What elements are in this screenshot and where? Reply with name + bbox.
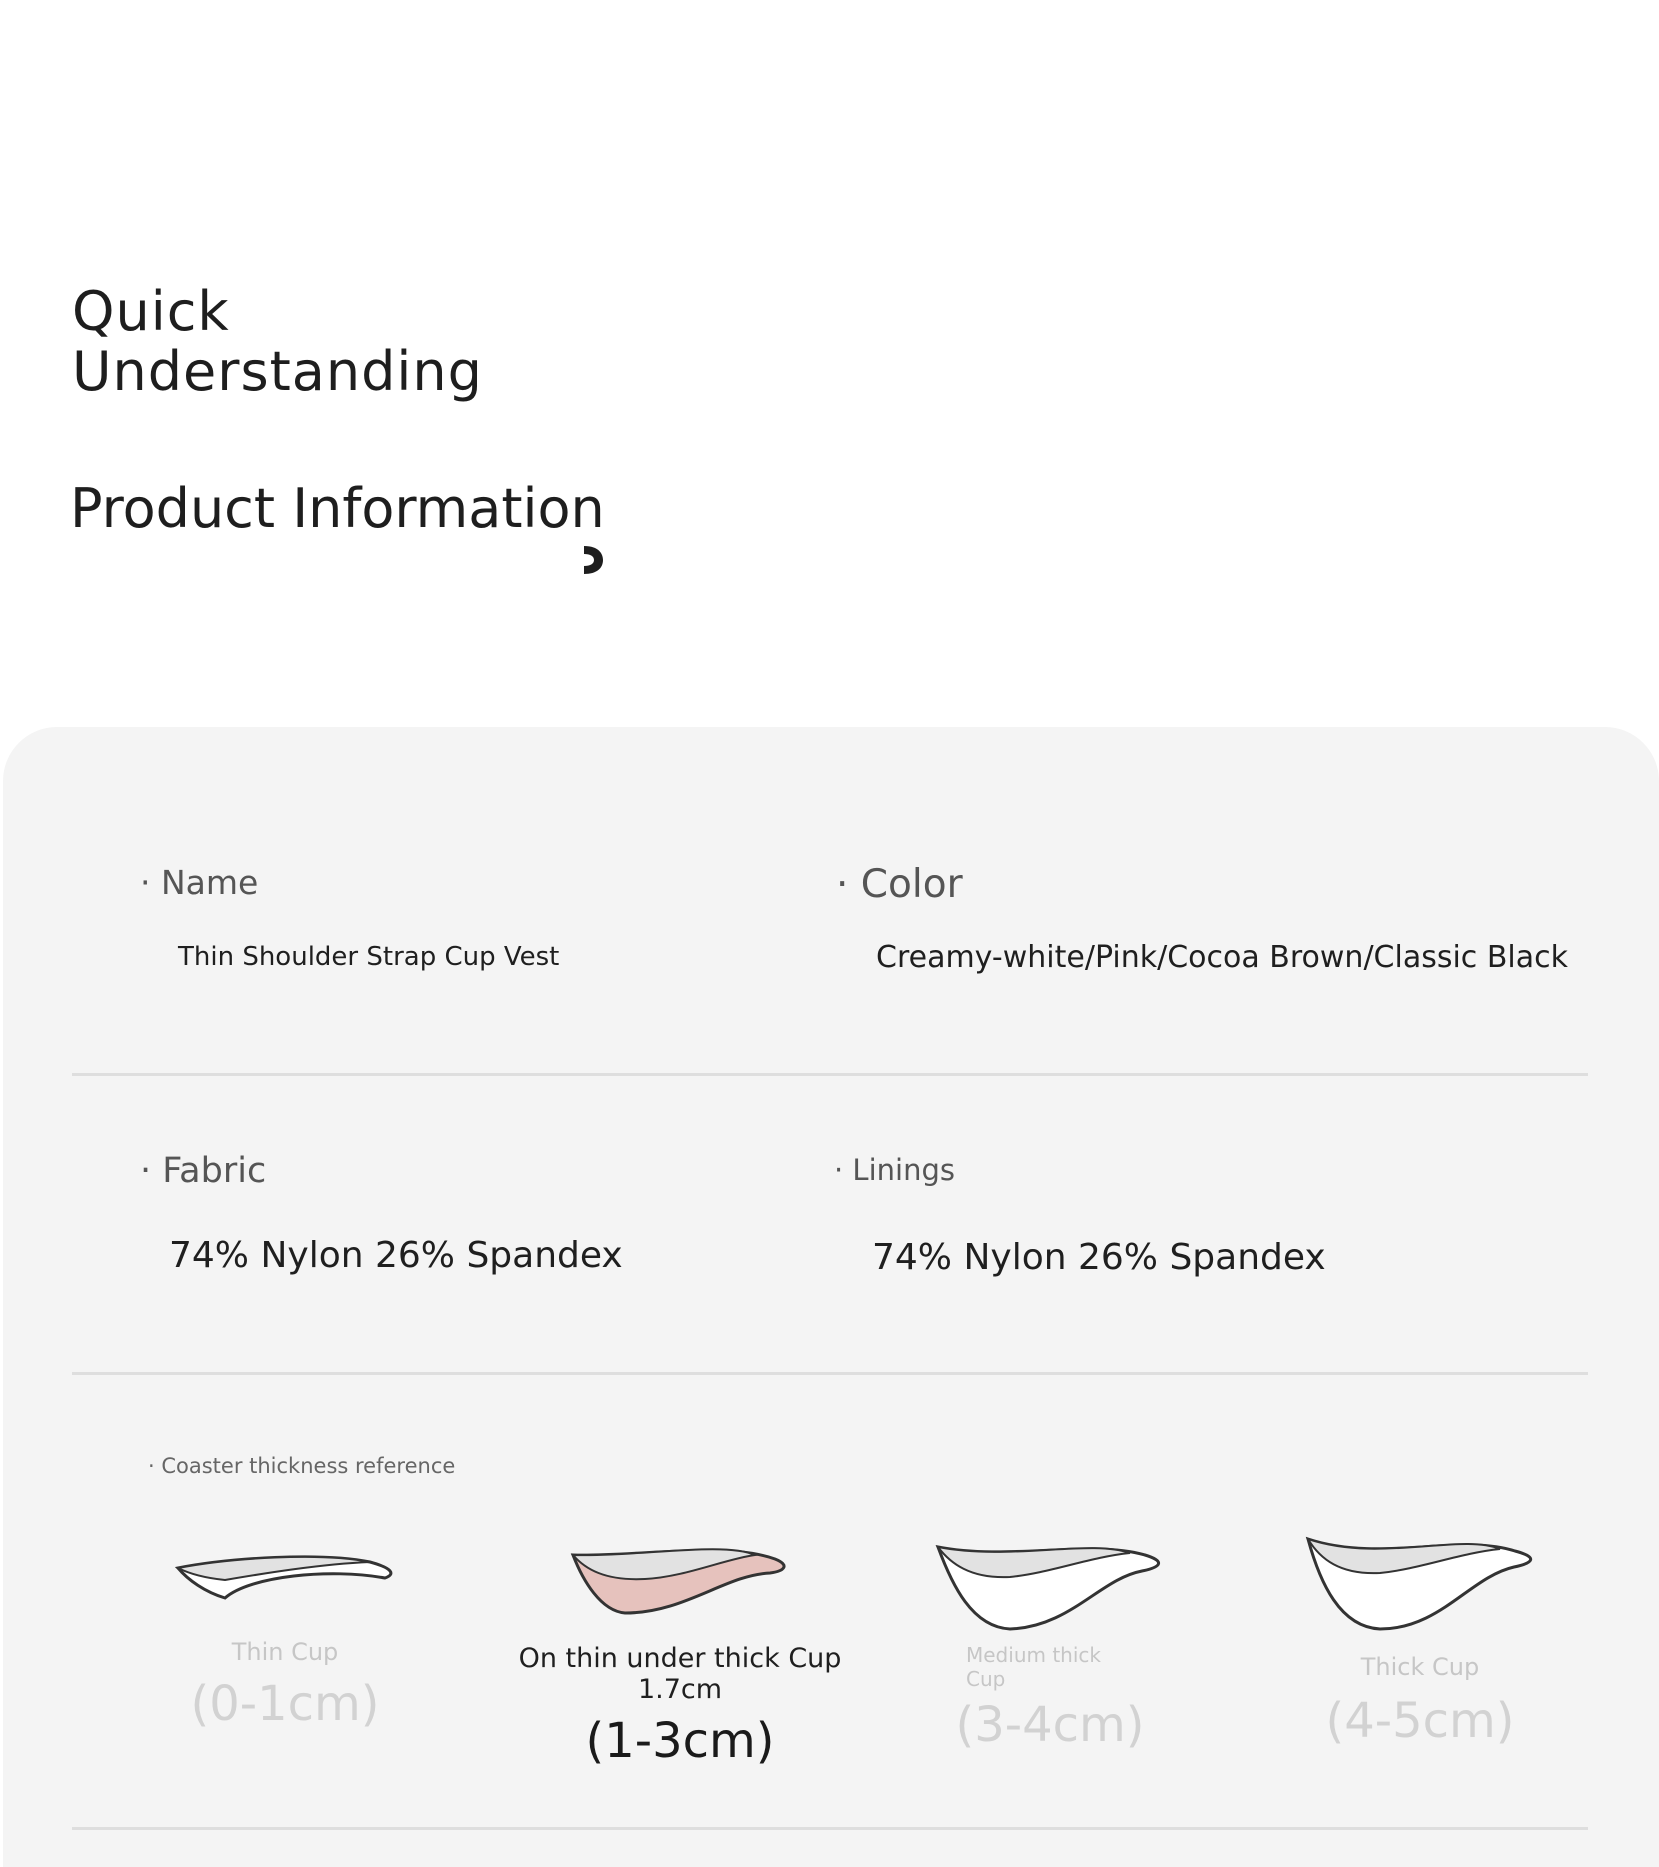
divider-3	[72, 1827, 1588, 1830]
cup-name-thin-under-thick: On thin under thick Cup 1.7cm	[518, 1643, 842, 1705]
name-label: · Name	[140, 863, 259, 902]
name-value: Thin Shoulder Strap Cup Vest	[178, 942, 560, 972]
bracket-mark-icon	[581, 542, 607, 578]
cup-option-thin-under-thick	[480, 1535, 880, 1769]
cup-range-thin-under-thick: (1-3cm)	[585, 1713, 775, 1769]
color-label: · Color	[836, 862, 963, 907]
cup-name-thin: Thin Cup	[231, 1638, 339, 1666]
medium-thick-cup-icon	[930, 1535, 1170, 1635]
divider-1	[72, 1073, 1588, 1076]
fabric-label: · Fabric	[140, 1151, 267, 1191]
cup-option-medium-thick	[930, 1535, 1170, 1753]
cup-range-thin: (0-1cm)	[190, 1676, 380, 1732]
cup-name-medium-thick: Medium thick Cup	[966, 1643, 1101, 1691]
cup-option-thin	[140, 1540, 430, 1732]
cup-option-thick	[1300, 1533, 1540, 1749]
cup-name-thick: Thick Cup	[1360, 1653, 1480, 1681]
color-value: Creamy-white/Pink/Cocoa Brown/Classic Black	[876, 940, 1569, 975]
cup-range-thick: (4-5cm)	[1325, 1693, 1515, 1749]
divider-2	[72, 1372, 1588, 1375]
section-title: Product Information	[70, 477, 605, 540]
cup-range-medium-thick: (3-4cm)	[955, 1697, 1145, 1753]
page-title	[72, 282, 483, 402]
linings-value: 74% Nylon 26% Spandex	[872, 1237, 1326, 1278]
linings-label: · Linings	[834, 1153, 955, 1187]
thin-under-thick-cup-icon	[565, 1535, 795, 1625]
page-title-line-2: Understanding	[72, 340, 483, 403]
fabric-value: 74% Nylon 26% Spandex	[169, 1235, 623, 1276]
thickness-label: · Coaster thickness reference	[148, 1454, 456, 1478]
page-title-line-1: Quick	[72, 280, 230, 343]
thin-cup-icon	[170, 1540, 400, 1620]
thick-cup-icon	[1300, 1533, 1540, 1633]
